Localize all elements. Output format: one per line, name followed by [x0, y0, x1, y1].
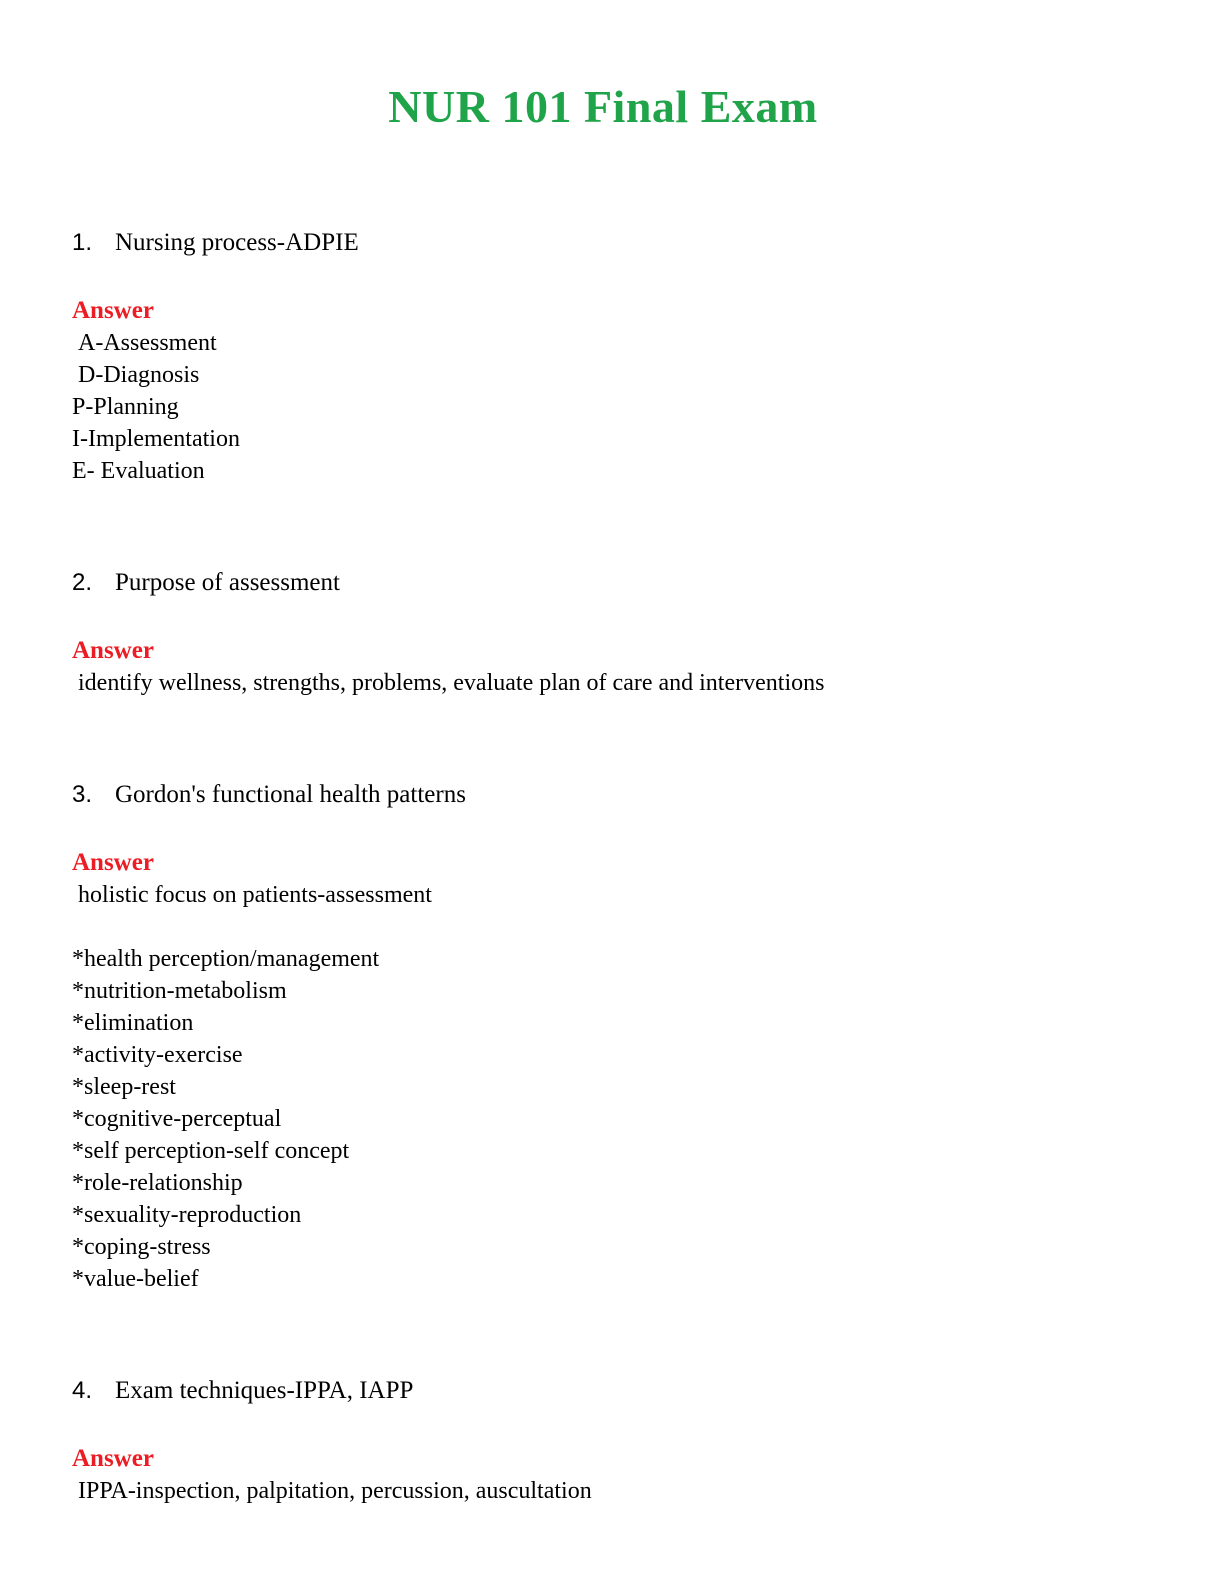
answer-line: *activity-exercise — [72, 1042, 243, 1068]
answer-label: Answer — [72, 297, 154, 324]
answer-line: *value-belief — [72, 1266, 199, 1292]
answer-body — [72, 667, 1134, 699]
question-number: 3. — [72, 781, 93, 808]
question-text: Nursing process-ADPIE — [115, 229, 359, 256]
answer-line: *sexuality-reproduction — [72, 1202, 302, 1228]
question-number: 4. — [72, 1377, 93, 1404]
question-line — [72, 569, 1134, 597]
page-title: NUR 101 Final Exam — [388, 81, 818, 132]
answer-line: *cognitive-perceptual — [72, 1106, 282, 1132]
question-line — [72, 1377, 1134, 1405]
question-block-4 — [72, 1377, 1134, 1507]
question-line — [72, 781, 1134, 809]
question-number: 2. — [72, 569, 93, 596]
answer-body — [72, 327, 1134, 487]
answer-line: *health perception/management — [72, 946, 380, 972]
answer-body — [72, 1475, 1134, 1507]
answer-line: identify wellness, strengths, problems, evaluate plan of care and interventions — [72, 670, 825, 696]
answer-line: E- Evaluation — [72, 458, 205, 484]
answer-line: *sleep-rest — [72, 1074, 176, 1100]
answer-line: *role-relationship — [72, 1170, 243, 1196]
question-block-3 — [72, 781, 1134, 1295]
answer-line: D-Diagnosis — [72, 362, 200, 388]
question-text: Purpose of assessment — [115, 569, 340, 596]
question-text: Gordon's functional health patterns — [115, 781, 466, 808]
question-line — [72, 229, 1134, 257]
answer-label: Answer — [72, 1445, 154, 1472]
answer-line: *self perception-self concept — [72, 1138, 350, 1164]
answer-line: *nutrition-metabolism — [72, 978, 287, 1004]
answer-line — [72, 911, 1134, 943]
answer-line: I-Implementation — [72, 426, 240, 452]
answer-line: A-Assessment — [72, 330, 217, 356]
answer-line: P-Planning — [72, 394, 179, 420]
question-number: 1. — [72, 229, 93, 256]
answer-label: Answer — [72, 637, 154, 664]
answer-label: Answer — [72, 849, 154, 876]
answer-body — [72, 879, 1134, 1295]
question-block-1 — [72, 229, 1134, 487]
question-text: Exam techniques-IPPA, IAPP — [115, 1377, 414, 1404]
answer-line: *elimination — [72, 1010, 194, 1036]
question-block-2 — [72, 569, 1134, 699]
answer-line: *coping-stress — [72, 1234, 211, 1260]
answer-line: holistic focus on patients-assessment — [72, 882, 432, 908]
answer-line: IPPA-inspection, palpitation, percussion, auscultation — [72, 1478, 592, 1504]
